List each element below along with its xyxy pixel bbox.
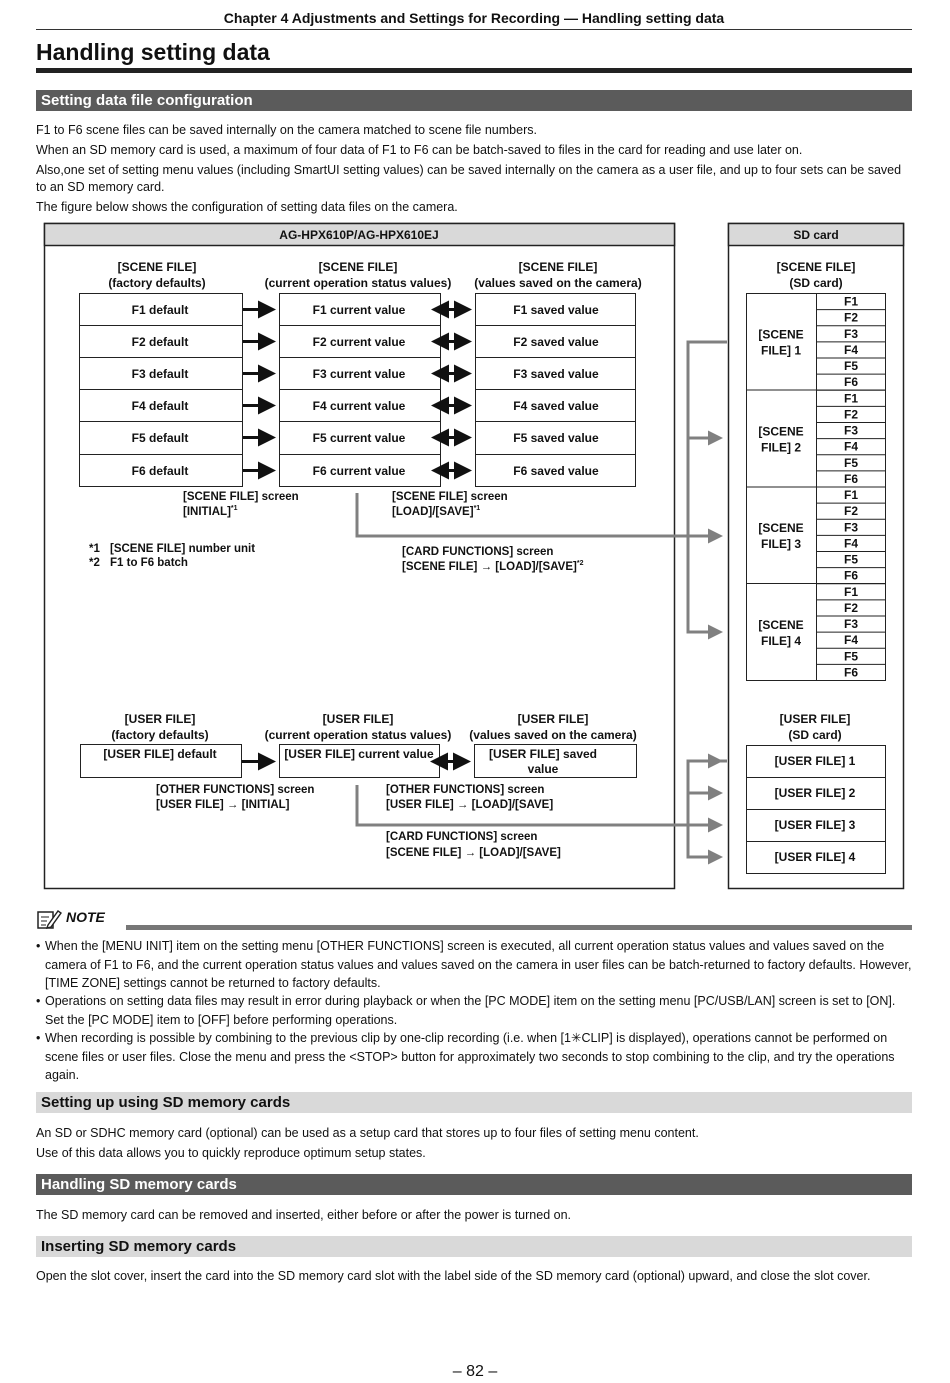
header-current-line1: [SCENE FILE] — [318, 260, 398, 274]
caption-scene-load-line2: [LOAD]/[SAVE]$^{*1}$ — [392, 505, 481, 518]
sd-slot-label: F3 — [843, 423, 859, 438]
setup-paragraph-1: An SD or SDHC memory card (optional) can be used as a setup card that stores up to four files of setting menu content. — [36, 1126, 699, 1140]
header-sd-line1: [SCENE FILE] — [776, 260, 856, 274]
saved-cell: F5 saved value — [513, 431, 599, 445]
sd-slot-label: F4 — [843, 439, 859, 454]
default-cell: F2 default — [131, 335, 189, 349]
header-saved-line1: [SCENE FILE] — [518, 260, 598, 274]
sd-user-file: [USER FILE] 3 — [774, 818, 856, 832]
config-paragraph-4: The figure below shows the configuration of setting data files on the camera. — [36, 200, 458, 214]
note-item: • Operations on setting data files may result in error during playback or when the [PC MODE] item on the setting menu [PC/USB/LAN] screen is set to [ON]. Set the [PC MODE] item to [OFF] before performing operations. — [36, 994, 896, 1027]
user-caption-load-1: [OTHER FUNCTIONS] screen — [386, 784, 545, 796]
caption-card-line2: [SCENE FILE] → [LOAD]/[SAVE]$^{*2}$ — [402, 560, 584, 573]
user-header-current-2: (current operation status values) — [264, 728, 452, 742]
sd-slot-label: F4 — [843, 633, 859, 648]
bullet-glyph: • — [36, 994, 41, 1008]
config-paragraph-2: When an SD memory card is used, a maximum of four data of F1 to F6 can be batch-saved to files in the card for reading and use later on. — [36, 143, 803, 157]
user-caption-initial-2: [USER FILE] → [INITIAL] — [156, 799, 290, 811]
sd-slot-label: F6 — [843, 568, 859, 583]
sd-slot-label: F1 — [843, 488, 859, 502]
caption-scene-initial-line1: [SCENE FILE] screen — [183, 491, 299, 503]
user-current-label: [USER FILE] current value — [284, 747, 434, 761]
default-cell: F1 default — [131, 303, 189, 317]
inserting-paragraph: Open the slot cover, insert the card into the SD memory card slot with the label side of the SD memory card (optional) upward, and close the slot cover. — [36, 1269, 871, 1283]
header-sd-line2: (SD card) — [789, 276, 843, 290]
note-header — [36, 907, 912, 931]
header-saved-line2: (values saved on the camera) — [474, 276, 642, 290]
footnote-text-2: F1 to F6 batch — [110, 557, 188, 569]
user-caption-card-2: [SCENE FILE] → [LOAD]/[SAVE] — [386, 847, 561, 859]
sd-slot-label: F1 — [843, 294, 859, 309]
sd-slot-label: F3 — [843, 326, 859, 341]
user-header-sd-1: [USER FILE] — [779, 712, 851, 726]
sd-slot-label: F6 — [843, 375, 859, 390]
bullet-glyph: • — [36, 1031, 41, 1045]
note-label: NOTE — [66, 909, 105, 925]
header-factory-line2: (factory defaults) — [108, 276, 206, 290]
current-cell: F2 current value — [312, 335, 406, 349]
handling-paragraph: The SD memory card can be removed and inserted, either before or after the power is turned on. — [36, 1208, 571, 1222]
sd-group-label: FILE] 1 — [760, 343, 802, 358]
config-paragraph-1: F1 to F6 scene files can be saved internally on the camera matched to scene file numbers. — [36, 123, 537, 137]
camera-title: AG-HPX610P/AG-HPX610EJ — [279, 228, 439, 242]
user-header-factory-1: [USER FILE] — [124, 712, 196, 726]
sd-slot-label: F6 — [843, 471, 859, 486]
user-header-saved-2: (values saved on the camera) — [469, 728, 637, 742]
footnote-marker-2: *2 — [89, 557, 100, 569]
sd-slot-label: F2 — [843, 600, 859, 615]
caption-card-line1: [CARD FUNCTIONS] screen — [402, 546, 554, 558]
caption-scene-load-line1: [SCENE FILE] screen — [392, 491, 508, 503]
sd-slot-label: F3 — [843, 520, 859, 535]
saved-cell: F1 saved value — [513, 303, 599, 317]
section-heading-inserting: Inserting SD memory cards — [36, 1236, 912, 1257]
current-cell: F4 current value — [312, 399, 406, 413]
sd-slot-label: F2 — [843, 504, 859, 519]
note-item: • When recording is possible by combining to the previous clip by one-clip recording (i.e. when [1✳CLIP] is displayed), operations cannot be performed on scene files or user files. Close the menu and press the <STOP> button for approximately two seconds to stop combining to the clip, and try the operations again. — [36, 1031, 895, 1082]
section-heading-setup: Setting up using SD memory cards — [36, 1092, 912, 1113]
sd-slot-label: F2 — [843, 310, 859, 325]
sd-user-bus-line — [688, 761, 727, 857]
current-saved-arrows — [446, 310, 469, 471]
footnote-text-1: [SCENE FILE] number unit — [110, 543, 256, 555]
sd-slot-label: F1 — [843, 584, 859, 599]
user-saved-label-2: value — [527, 762, 559, 776]
bullet-glyph: • — [36, 939, 41, 953]
default-cell: F5 default — [131, 431, 189, 445]
sd-user-file: [USER FILE] 4 — [774, 850, 856, 864]
sd-group-label: FILE] 3 — [760, 537, 802, 551]
current-cell: F6 current value — [312, 464, 406, 478]
setup-paragraph-2: Use of this data allows you to quickly reproduce optimum setup states. — [36, 1146, 426, 1160]
sd-group-label: [SCENE — [758, 617, 804, 632]
sd-slot-label: F2 — [843, 407, 859, 422]
header-current-line2: (current operation status values) — [264, 276, 452, 290]
user-caption-card-1: [CARD FUNCTIONS] screen — [386, 831, 538, 843]
saved-cell: F4 saved value — [513, 399, 599, 413]
sd-slot-label: F4 — [843, 342, 859, 357]
camera-frame — [45, 224, 675, 889]
default-cell: F6 default — [131, 464, 189, 478]
sd-slot-label: F5 — [843, 649, 859, 664]
section-heading-config: Setting data file configuration — [36, 90, 912, 111]
sd-bus-line — [688, 342, 727, 632]
sd-slot-label: F3 — [843, 617, 859, 631]
page-number: – 82 – — [452, 1363, 498, 1380]
sd-slot-label: F4 — [843, 536, 859, 551]
sd-slot-label: F5 — [843, 359, 859, 373]
sd-group-label: [SCENE — [758, 521, 804, 535]
chapter-header: Chapter 4 Adjustments and Settings for Recording — Handling setting data — [223, 10, 725, 26]
user-saved-label-1: [USER FILE] saved — [488, 747, 598, 761]
sd-user-file: [USER FILE] 2 — [774, 786, 856, 800]
footnote-marker-1: *1 — [89, 543, 100, 555]
config-paragraph-3: Also,one set of setting menu values (including SmartUI setting values) can be saved internally on the camera as a user file, and up to four sets can be saved to an SD memory card. — [36, 163, 902, 194]
user-header-factory-2: (factory defaults) — [111, 728, 209, 742]
sd-group-label: FILE] 2 — [760, 440, 802, 455]
sd-slot-label: F5 — [843, 455, 859, 470]
sd-group-labels — [758, 328, 803, 648]
sd-group-label: FILE] 4 — [760, 633, 802, 648]
current-cell: F3 current value — [312, 367, 406, 381]
saved-cell: F2 saved value — [513, 335, 599, 349]
sd-user-file: [USER FILE] 1 — [774, 754, 856, 768]
header-factory-line1: [SCENE FILE] — [117, 260, 197, 274]
sd-title: SD card — [793, 228, 839, 242]
user-header-saved-1: [USER FILE] — [517, 712, 589, 726]
user-caption-initial-1: [OTHER FUNCTIONS] screen — [156, 784, 315, 796]
page-title: Handling setting data — [36, 39, 270, 65]
saved-cell: F6 saved value — [513, 464, 599, 478]
caption-scene-initial-line2: [INITIAL]$^{*1}$ — [183, 505, 238, 518]
saved-cell: F3 saved value — [513, 367, 599, 381]
sd-slot-label: F5 — [843, 552, 859, 567]
note-pencil-icon — [36, 907, 62, 931]
section-heading-handling: Handling SD memory cards — [36, 1174, 912, 1195]
default-cell: F3 default — [131, 367, 189, 381]
user-header-current-1: [USER FILE] — [322, 712, 394, 726]
user-caption-load-2: [USER FILE] → [LOAD]/[SAVE] — [386, 799, 554, 811]
note-bar — [126, 925, 912, 930]
sd-group-label: [SCENE — [758, 424, 804, 439]
current-cell: F5 current value — [312, 431, 406, 445]
user-default-label: [USER FILE] default — [103, 747, 217, 761]
user-header-sd-2: (SD card) — [788, 728, 842, 742]
default-to-current-arrows — [243, 310, 273, 471]
default-cell: F4 default — [131, 399, 189, 413]
current-cell: F1 current value — [312, 303, 406, 317]
note-item: • When the [MENU INIT] item on the setting menu [OTHER FUNCTIONS] screen is executed, all current operation status values and values saved on the camera of F1 to F6, and the current operation status values and values saved on the camera in user files can be batch-returned to factory defaults. However, [TIME ZONE] settings cannot be returned to factory defaults. — [36, 939, 912, 990]
sd-slot-label: F6 — [843, 665, 859, 680]
sd-slot-label: F1 — [843, 391, 859, 406]
sd-group-label: [SCENE — [758, 327, 804, 342]
